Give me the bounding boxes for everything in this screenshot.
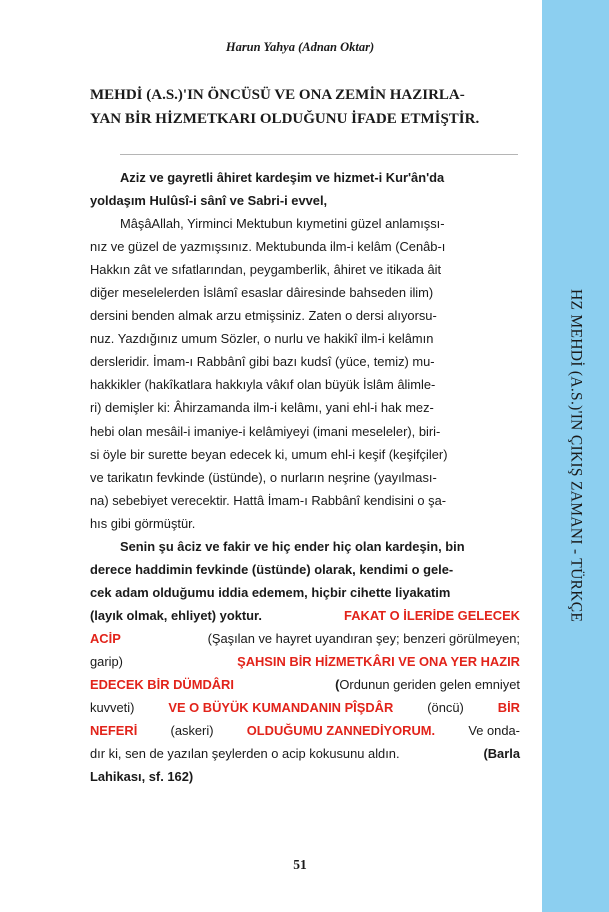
highlight-segment: VE O BÜYÜK KUMANDANIN PÎŞDÂR (168, 700, 394, 716)
paragraph-line (90, 581, 520, 604)
paragraph-line (90, 235, 520, 258)
divider (120, 154, 518, 155)
paragraph-line (90, 627, 520, 650)
highlight-segment: NEFERİ (90, 723, 138, 739)
highlight-segment: OLDUĞUMU ZANNEDİYORUM. (246, 723, 436, 739)
text-line: hıs gibi görmüştür. (90, 515, 196, 531)
running-header: Harun Yahya (Adnan Oktar) (225, 40, 375, 54)
side-tab (542, 0, 609, 912)
paragraph-line (90, 489, 520, 512)
text-segment: (Şaşılan ve hayret uyandıran şey; benzeri görülmeyen; (207, 630, 520, 646)
section-heading-line: MEHDİ (A.S.)'IN ÖNCÜSÜ VE ONA ZEMİN HAZIRLA- (90, 87, 465, 103)
text-line: dersleridir. İmam-ı Rabbânî gibi bazı kudsî (yüce, temiz) mu- (90, 354, 435, 370)
text-line: Hakkın zât ve sıfatlarından, peygamberlik, âhiret ve itikada âit (90, 262, 442, 278)
text-line: na) sebebiyet verecektir. Hattâ İmam-ı Rabbânî kendisini o şa- (90, 492, 447, 508)
paragraph-line (90, 512, 520, 535)
highlight-segment: ACİP (90, 630, 121, 646)
side-tab-title-wrap (542, 0, 609, 912)
paragraph-line (90, 466, 520, 489)
highlight-segment: EDECEK BİR DÜMDÂRI (90, 677, 234, 693)
text-segment: (askeri) (170, 723, 214, 739)
text-line: Senin şu âciz ve fakir ve hiç ender hiç olan kardeşin, bin (120, 538, 465, 554)
citation-segment: Lahikası, sf. 162) (90, 769, 194, 785)
paragraph-line (90, 327, 520, 350)
text-segment: (layık olmak, ehliyet) yoktur. (90, 607, 262, 623)
text-line: hakkikler (hakîkatlara hakkıyla vâkıf olan büyük İslâm âlimle- (90, 377, 436, 393)
paragraph-line (90, 350, 520, 373)
paragraph-line (90, 212, 520, 235)
paragraph-line (90, 673, 520, 696)
paragraph-line (90, 765, 520, 788)
text-segment: ( (335, 677, 340, 693)
paragraph-line (90, 396, 520, 419)
paragraph-line (90, 650, 520, 673)
text-line: MâşâAllah, Yirminci Mektubun kıymetini güzel anlamışsı- (120, 216, 445, 232)
paragraph-line (90, 373, 520, 396)
highlight-segment: ŞAHSIN BİR HİZMETKÂRI VE ONA YER HAZIR (237, 653, 520, 669)
paragraph-line (90, 696, 520, 719)
paragraph-line (90, 558, 520, 581)
highlight-segment: BİR (497, 700, 520, 716)
paragraph-line (90, 535, 520, 558)
highlight-segment: FAKAT O İLERİDE GELECEK (344, 607, 520, 623)
text-line: diğer meselelerden İslâmî esaslar dâiresinde bahseden ilim) (90, 285, 434, 301)
text-segment: Ve onda- (468, 723, 520, 739)
paragraph-line (90, 420, 520, 443)
section-heading-line: YAN BİR HİZMETKARI OLDUĞUNU İFADE ETMİŞTİR. (90, 111, 480, 127)
salutation-line (90, 189, 520, 212)
text-line: si öyle bir surette beyan edecek ki, umum ehl-i keşif (keşifçiler) (90, 446, 448, 462)
text-segment: kuvveti) (90, 700, 135, 716)
page-number: 51 (293, 857, 307, 872)
text-line: ri) demişler ki: Âhirzamanda ilm-i kelâmı, yani ehl-i hak mez- (90, 400, 434, 416)
citation-segment: (Barla (483, 746, 520, 762)
text-line: yoldaşım Hulûsî-i sânî ve Sabri-i evvel, (90, 193, 328, 209)
text-line: ve tarikatın fevkinde (üstünde), o nurların neşrine (yayılması- (90, 469, 437, 485)
text-line: cek adam olduğumu iddia edemem, hiçbir cihette liyakatim (90, 584, 451, 600)
text-segment: (öncü) (427, 700, 464, 716)
paragraph-line (90, 719, 520, 742)
text-segment: garip) (90, 653, 123, 669)
text-line: dersini benden almak arzu etmişsiniz. Zaten o dersi alıyorsu- (90, 308, 437, 324)
paragraph-line (90, 742, 520, 765)
salutation-line (90, 166, 520, 189)
letter-body (90, 166, 520, 788)
paragraph-line (90, 258, 520, 281)
side-tab-title: HZ MEHDİ (A.S.)'IN ÇIKIŞ ZAMANI - TÜRKÇE (567, 289, 585, 623)
paragraph-line (90, 604, 520, 627)
text-segment: Ordunun geriden gelen emniyet (339, 677, 520, 693)
text-line: hebi olan mesâil-i imaniye-i kelâmiyeyi (imani meseleler), biri- (90, 423, 441, 439)
text-line: nız ve güzel de yazmışsınız. Mektubunda ilm-i kelâm (Cenâb-ı (90, 239, 446, 255)
text-line: nuz. Yazdığınız umum Sözler, o nurlu ve hakikî ilm-i kelâmın (90, 331, 434, 347)
paragraph-line (90, 443, 520, 466)
paragraph-line (90, 304, 520, 327)
text-line: derece haddimin fevkinde (üstünde) olarak, kendimi o gele- (90, 561, 454, 577)
section-heading (90, 83, 520, 131)
text-segment: dır ki, sen de yazılan şeylerden o acip kokusunu aldın. (90, 746, 400, 762)
paragraph-line (90, 281, 520, 304)
text-line: Aziz ve gayretli âhiret kardeşim ve hizmet-i Kur'ân'da (120, 170, 445, 185)
